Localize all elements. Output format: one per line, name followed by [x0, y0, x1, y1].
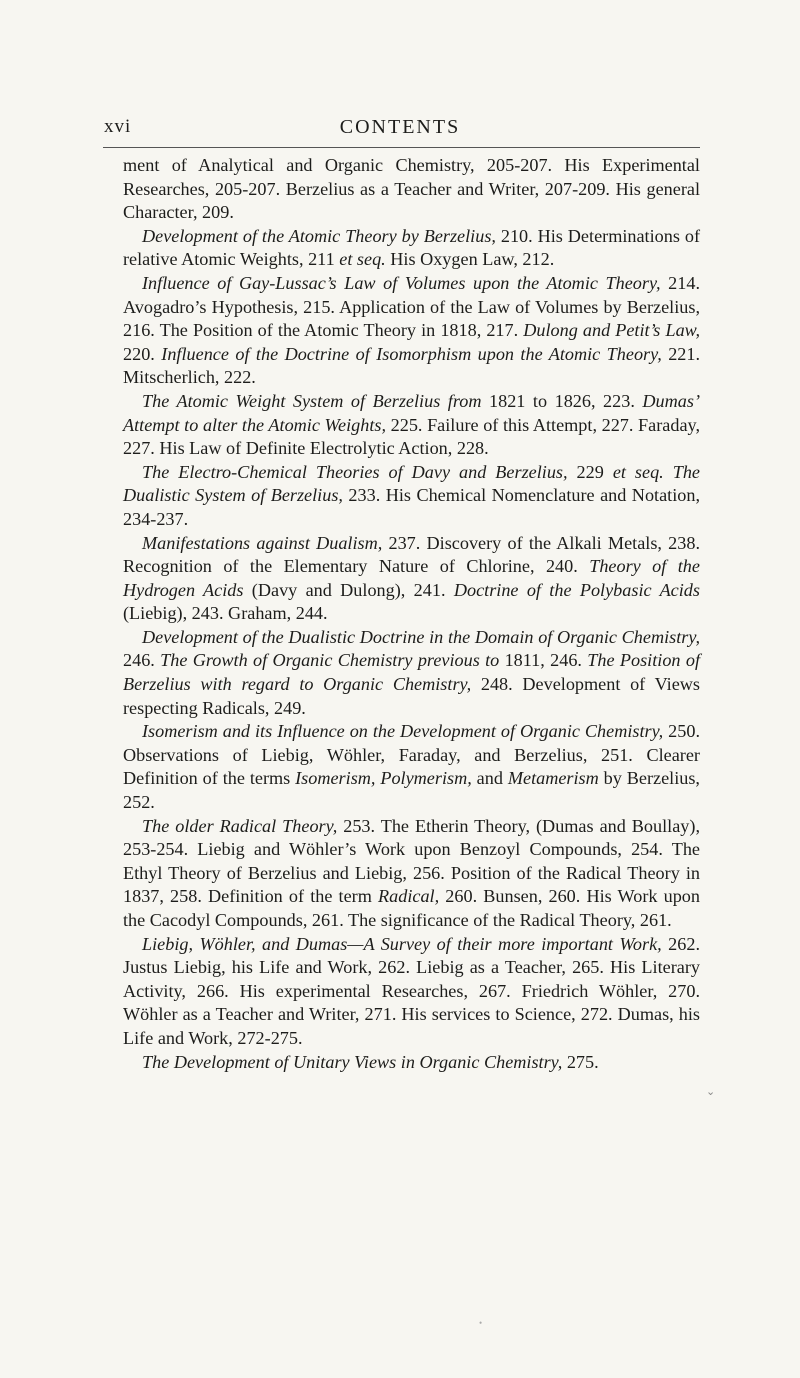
topic-heading-text: Influence of the Doctrine of Isomorphism upon the Atomic Theory, — [161, 343, 662, 364]
entry-text: 250. Observations of Liebig, Wöhler, Faraday, and Berzelius, 251. Clearer Definition of the terms — [123, 721, 700, 789]
entry-text: ment of Analytical and Organic Chemistry, 205-207. His Experimental Researches, 205-207. Berzelius as a Teacher and Writer, 207-209. His general Character, 209. — [123, 155, 700, 223]
topic-heading-text: Doctrine of the Polybasic Acids — [453, 579, 700, 600]
contents-paragraph — [123, 626, 700, 720]
running-title: CONTENTS — [339, 116, 461, 138]
contents-paragraph — [123, 815, 700, 933]
entry-text: 221. Mitscherlich, 222. — [123, 343, 701, 388]
contents-paragraph — [123, 720, 700, 814]
topic-heading-text: The Atomic Weight System of Berzelius from — [142, 390, 482, 411]
topic-heading-text: Dulong and Petit’s Law, — [523, 320, 700, 341]
topic-heading-text: Development of the Atomic Theory by Berzelius, — [142, 225, 496, 246]
entry-text: (Davy and Dulong), 241. — [243, 579, 454, 600]
topic-heading-text: The Position of Berzelius with regard to Organic Chemistry, — [123, 650, 700, 695]
page-speck: • — [479, 1318, 483, 1328]
margin-mark: ⌄ — [706, 1086, 716, 1098]
entry-text: 1821 to 1826, 223. — [481, 390, 643, 411]
topic-heading-text: The Growth of Organic Chemistry previous to — [160, 650, 500, 671]
topic-heading-text: Manifestations against Dualism, — [142, 532, 383, 553]
entry-text: 237. Discovery of the Alkali Metals, 238. Recognition of the Elementary Nature of Chlorine, 240. — [123, 532, 701, 577]
entry-text: 275. — [562, 1051, 599, 1072]
contents-paragraph — [123, 1051, 700, 1075]
topic-heading-text: et seq. — [339, 249, 386, 270]
entry-text: 229 — [567, 461, 613, 482]
entry-text: by Berzelius, 252. — [123, 768, 700, 813]
topic-heading-text: The older Radical Theory, — [142, 815, 338, 836]
contents-paragraph — [123, 933, 700, 1051]
entry-text: 1811, 246. — [499, 650, 588, 671]
entry-text: 260. Bunsen, 260. His Work upon the Cacodyl Compounds, 261. The significance of the Radical Theory, 261. — [123, 886, 700, 930]
topic-heading-text: et seq. The Dualistic System of Berzelius, — [123, 461, 700, 506]
topic-heading-text: Metamerism — [507, 768, 599, 789]
entry-text: His Oxygen Law, 212. — [385, 249, 555, 270]
topic-heading-text: Radical, — [378, 886, 440, 907]
contents-paragraph — [123, 461, 700, 532]
entry-text: 246. — [123, 650, 161, 671]
header-rule — [103, 147, 700, 148]
topic-heading-text: Dumas’ Attempt to alter the Atomic Weights, — [123, 390, 700, 435]
entry-text: 220. — [123, 343, 162, 364]
topic-heading-text: The Electro-Chemical Theories of Davy and Berzelius, — [142, 461, 568, 482]
entry-text: 253. The Etherin Theory, (Dumas and Boullay), 253-254. Liebig and Wöhler’s Work upon Benzoyl Compounds, 254. The Ethyl Theory of Berzelius and Liebig, 256. Position of the Radical Theory in 1837, 258. Definition of the term — [123, 815, 700, 907]
topic-heading-text: Liebig, Wöhler, and Dumas—A Survey of their more important Work, — [142, 933, 662, 954]
contents-paragraph — [123, 154, 700, 225]
contents-paragraph — [123, 225, 700, 272]
entry-text: 262. Justus Liebig, his Life and Work, 262. Liebig as a Teacher, 265. His Literary Activity, 266. His experimental Researches, 267. Friedrich Wöhler, 270. Wöhler as a Teacher and Writer, 271. His services to Science, 272. Dumas, his Life and Work, 272-275. — [123, 933, 700, 1048]
entry-text: 248. Development of Views respecting Radicals, 249. — [123, 674, 700, 718]
page-header — [0, 116, 800, 146]
contents-body — [123, 154, 700, 1074]
entry-text: 233. His Chemical Nomenclature and Notation, 234-237. — [123, 485, 700, 529]
entry-text: 214. Avogadro’s Hypothesis, 215. Application of the Law of Volumes by Berzelius, 216. The Position of the Atomic Theory in 1818, 217. — [123, 272, 700, 341]
entry-text: (Liebig), 243. Graham, 244. — [123, 603, 328, 624]
entry-text: 210. His Determinations of relative Atomic Weights, 211 — [123, 225, 700, 270]
topic-heading-text: Isomerism and its Influence on the Development of Organic Chemistry, — [142, 721, 664, 742]
topic-heading-text: Theory of the Hydrogen Acids — [123, 556, 700, 600]
contents-paragraph — [123, 390, 700, 461]
topic-heading-text: The Development of Unitary Views in Organic Chemistry, — [142, 1051, 563, 1072]
entry-text: 225. Failure of this Attempt, 227. Faraday, 227. His Law of Definite Electrolytic Action, 228. — [123, 414, 700, 459]
contents-paragraph — [123, 532, 700, 626]
entry-text: and — [471, 768, 508, 789]
topic-heading-text: Isomerism, Polymerism, — [295, 768, 472, 789]
topic-heading-text: Influence of Gay-Lussac’s Law of Volumes upon the Atomic Theory, — [142, 272, 661, 293]
page-number: xvi — [104, 116, 132, 137]
contents-paragraph — [123, 272, 700, 390]
topic-heading-text: Development of the Dualistic Doctrine in the Domain of Organic Chemistry, — [142, 626, 700, 647]
